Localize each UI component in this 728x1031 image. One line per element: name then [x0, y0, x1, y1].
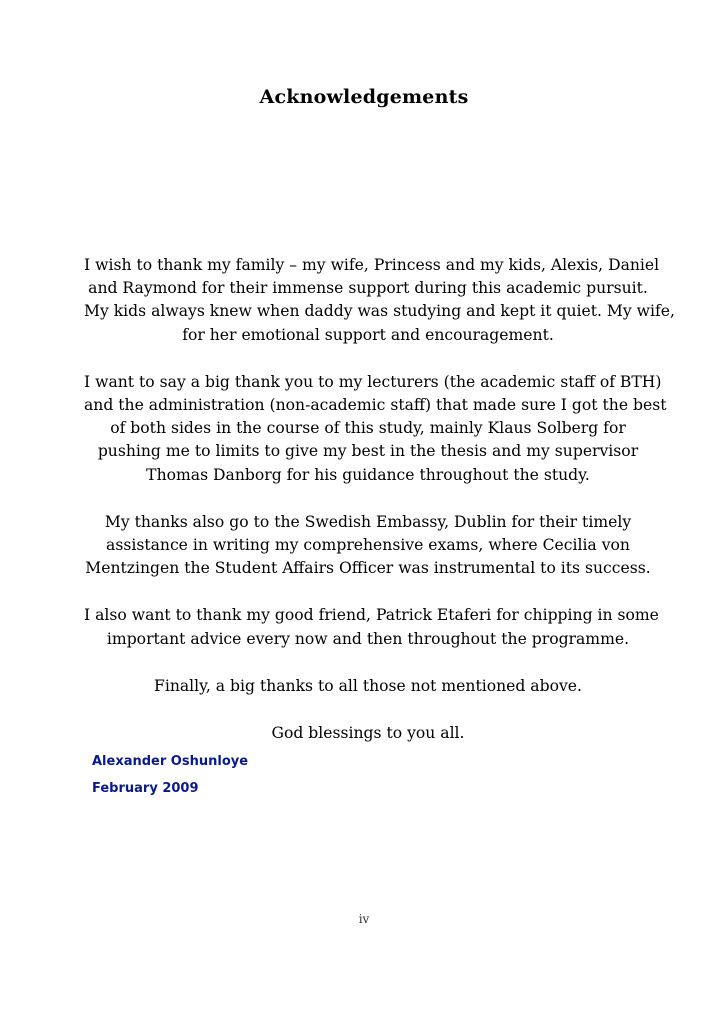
text-line: assistance in writing my comprehensive exams, where Cecilia von	[106, 536, 630, 555]
text-line: I also want to thank my good friend, Patrick Etaferi for chipping in some	[84, 606, 659, 625]
text-line: I wish to thank my family – my wife, Princess and my kids, Alexis, Daniel	[84, 256, 660, 274]
paragraph-finally	[84, 675, 652, 698]
text-line: Thomas Danborg for his guidance throughout the study.	[146, 465, 590, 484]
text-line: Finally, a big thanks to all those not mentioned above.	[154, 676, 582, 695]
text-line: My kids always knew when daddy was studying and kept it quiet. My wife,	[84, 302, 675, 321]
text-line: Mentzingen the Student Affairs Officer was instrumental to its success.	[85, 559, 651, 578]
paragraph-friend	[84, 604, 659, 650]
text-line: God blessings to you all.	[271, 724, 465, 743]
text-line: for her emotional support and encouragement.	[182, 325, 554, 344]
text-line: and the administration (non-academic staff) that made sure I got the best	[84, 396, 667, 415]
paragraph-family	[84, 254, 675, 347]
paragraph-embassy	[84, 511, 652, 581]
text-line: pushing me to limits to give my best in the thesis and my supervisor	[97, 442, 639, 461]
paragraph-blessings	[84, 722, 652, 745]
page-number: iv	[358, 912, 370, 926]
signature-block	[92, 748, 248, 802]
acknowledgements-body	[84, 254, 675, 769]
text-line: important advice every now and then throughout the programme.	[106, 629, 630, 648]
text-line: I want to say a big thank you to my lecturers (the academic staff of BTH)	[84, 372, 662, 391]
page-title: Acknowledgements	[259, 86, 469, 108]
text-line: My thanks also go to the Swedish Embassy, Dublin for their timely	[104, 512, 632, 531]
text-line: and Raymond for their immense support during this academic pursuit.	[88, 279, 648, 298]
signature-date: February 2009	[92, 781, 199, 796]
paragraph-lecturers	[84, 371, 667, 487]
text-line: of both sides in the course of this study, mainly Klaus Solberg for	[110, 419, 626, 438]
signature-name: Alexander Oshunloye	[92, 754, 249, 769]
